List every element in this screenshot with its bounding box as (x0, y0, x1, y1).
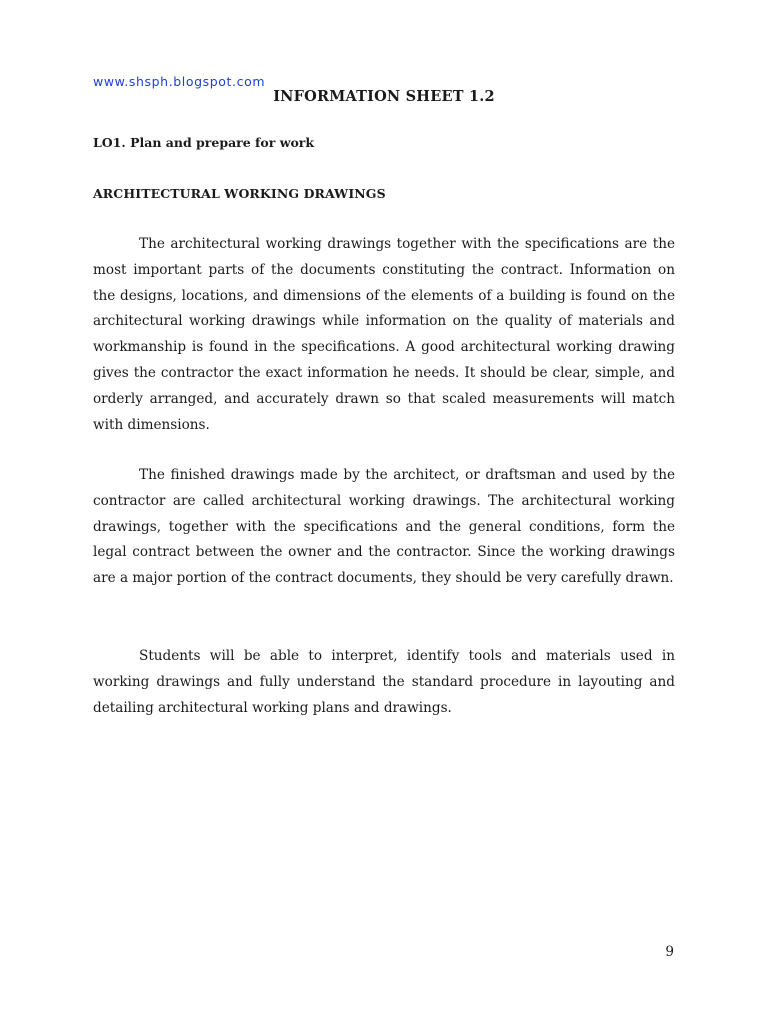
paragraph-2: The finished drawings made by the architect, or draftsman and used by the contractor are called architectural working drawings. The architectural working drawings, together with the specifications and the general conditions, form the legal contract between the owner and the contractor. Since the working drawings are a major portion of the contract documents, they should be very carefully drawn. (93, 467, 675, 587)
page-number: 9 (665, 944, 674, 960)
sheet-title (0, 88, 768, 105)
site-link[interactable]: www.shsph.blogspot.com (93, 74, 266, 89)
learning-outcome-heading: LO1. Plan and prepare for work (93, 135, 315, 150)
section-heading: ARCHITECTURAL WORKING DRAWINGS (93, 186, 386, 201)
sheet-title-text: INFORMATION SHEET 1.2 (273, 88, 495, 105)
paragraph-1: The architectural working drawings together with the specifications are the most important parts of the documents constituting the contract. Information on the designs, locations, and dimensions of the elements of a building is found on the architectural working drawings while information on the quality of materials and workmanship is found in the specifications. A good architectural working drawing gives the contractor the exact information he needs. It should be clear, simple, and orderly arranged, and accurately drawn so that scaled measurements will match with dimensions. (93, 236, 675, 433)
paragraph-3: Students will be able to interpret, identify tools and materials used in working drawings and fully understand the standard procedure in layouting and detailing architectural working plans and drawings. (93, 648, 675, 716)
